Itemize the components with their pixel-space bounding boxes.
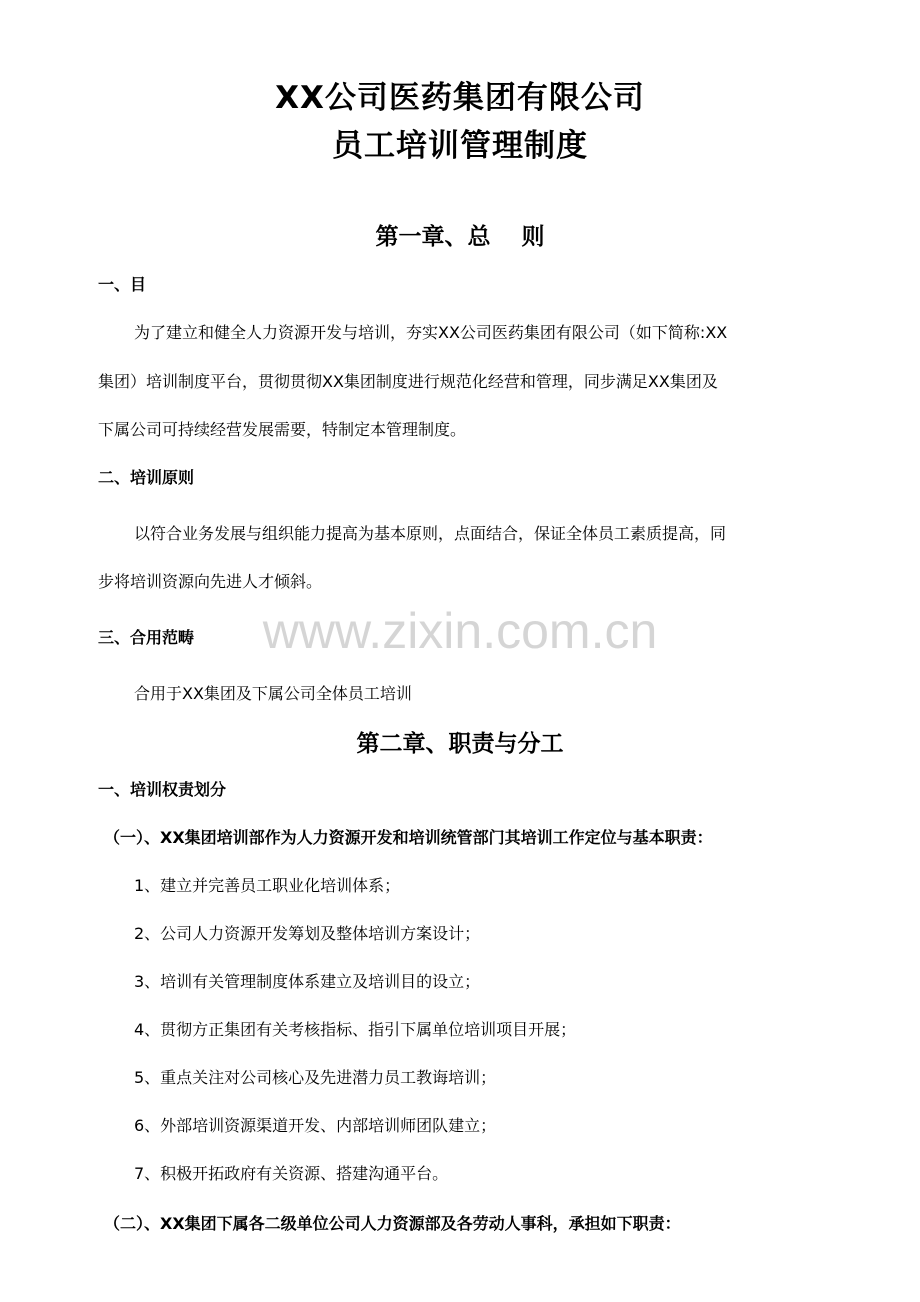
responsibility-item: 2、公司人力资源开发筹划及整体培训方案设计；	[134, 924, 481, 943]
document-title-regulation: 员工培训管理制度	[332, 128, 588, 164]
responsibility-item: 4、贯彻方正集团有关考核指标、指引下属单位培训项目开展；	[134, 1020, 577, 1039]
purpose-paragraph-line: 下属公司可持续经营发展需要，特制定本管理制度。	[98, 420, 467, 439]
scope-paragraph: 合用于XX集团及下属公司全体员工培训	[134, 684, 412, 703]
responsibility-item: 5、重点关注对公司核心及先进潜力员工教诲培训；	[134, 1068, 497, 1087]
purpose-paragraph-line: 集团）培训制度平台，贯彻贯彻XX集团制度进行规范化经营和管理，同步满足XX集团及	[98, 372, 718, 391]
principles-paragraph-line: 步将培训资源向先进人才倾斜。	[98, 572, 323, 591]
purpose-paragraph-line: 为了建立和健全人力资源开发与培训，夯实XX公司医药集团有限公司（如下简称:XX	[134, 323, 728, 342]
section-scope-heading: 三、合用范畴	[98, 628, 195, 647]
principles-paragraph-line: 以符合业务发展与组织能力提高为基本原则，点面结合，保证全体员工素质提高，同	[134, 524, 727, 543]
subsection-2-heading: （二）、XX集团下属各二级单位公司人力资源部及各劳动人事科，承担如下职责：	[104, 1214, 681, 1233]
responsibility-item: 1、建立并完善员工职业化培训体系；	[134, 876, 401, 895]
watermark: www.zixin.com.cn	[262, 603, 658, 659]
responsibility-item: 3、培训有关管理制度体系建立及培训目的设立；	[134, 972, 481, 991]
document-title-company: XX公司医药集团有限公司	[275, 80, 645, 116]
responsibility-item: 7、积极开拓政府有关资源、搭建沟通平台。	[134, 1164, 449, 1183]
section-principles-heading: 二、培训原则	[98, 468, 195, 487]
responsibility-item: 6、外部培训资源渠道开发、内部培训师团队建立；	[134, 1116, 497, 1135]
section-purpose-heading: 一、目	[98, 275, 147, 294]
subsection-1-heading: （一）、XX集团培训部作为人力资源开发和培训统管部门其培训工作定位与基本职责：	[104, 828, 713, 847]
chapter-2-heading: 第二章、职责与分工	[356, 731, 564, 757]
section-responsibilities-heading: 一、培训权责划分	[98, 780, 227, 799]
chapter-1-heading: 第一章、总 则	[375, 224, 545, 250]
